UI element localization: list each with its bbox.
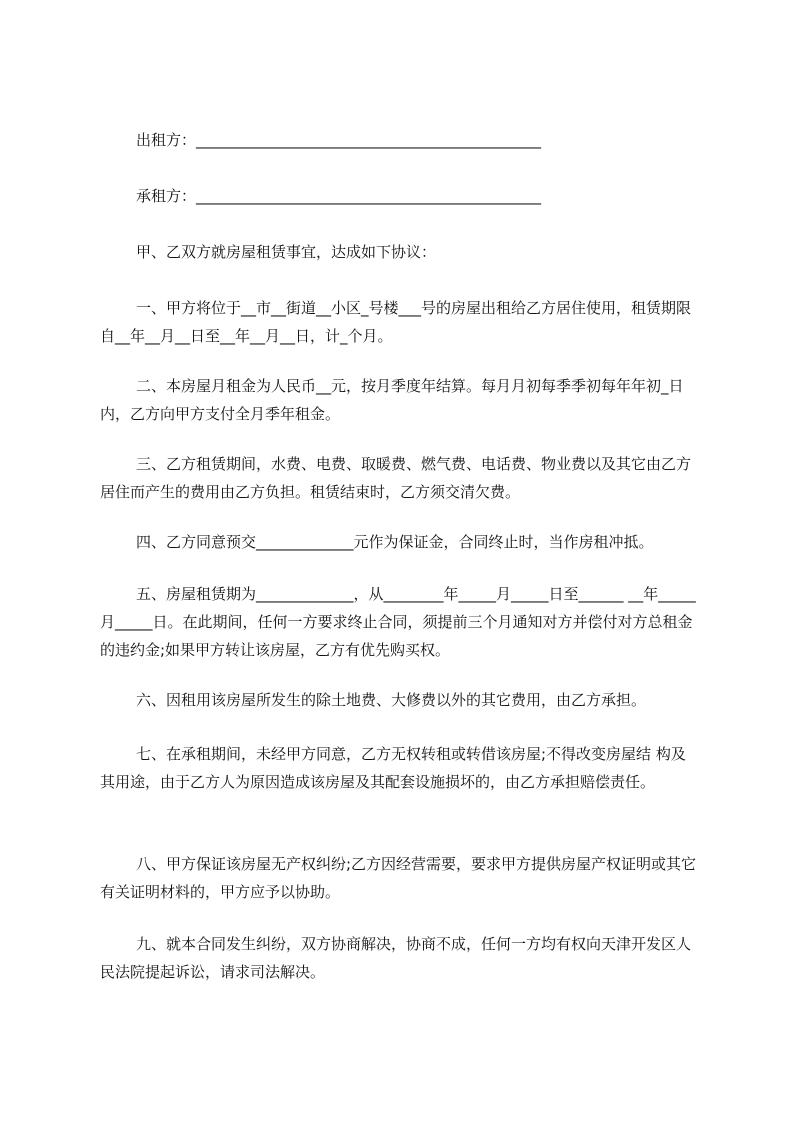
lessor-line: 出租方：______________________________________________ [136, 131, 542, 149]
intro-line: 甲、乙双方就房屋租赁事宜，达成如下协议： [136, 243, 437, 261]
clause-8: 八、甲方保证该房屋无产权纠纷;乙方因经营需要，要求甲方提供房屋产权证明或其它有关证明材料的，甲方应予以协助。 [100, 855, 697, 901]
clause-7: 七、在承租期间，未经甲方同意，乙方无权转租或转借该房屋;不得改变房屋结 构及其用途，由于乙方人为原因造成该房屋及其配套设施损坏的，由乙方承担赔偿责任。 [100, 745, 686, 791]
clause-2: 二、本房屋月租金为人民币__元，按月季度年结算。每月月初每季季初每年年初_日内，乙方向甲方支付全月季年租金。 [100, 377, 684, 423]
clause-9: 九、就本合同发生纠纷，双方协商解决，协商不成，任何一方均有权向天津开发区人民法院提起诉讼，请求司法解决。 [100, 935, 692, 981]
clause-4: 四、乙方同意预交_____________元作为保证金，合同终止时，当作房租冲抵。 [136, 533, 654, 551]
clause-6: 六、因租用该房屋所发生的除土地费、大修费以外的其它费用，由乙方承担。 [136, 691, 647, 709]
clause-5: 五、房屋租赁期为_____________，从________年_____月_____日至______ __年_____月_____日。在此期间，任何一方要求终止合同，须提前三个月通知对方并偿付对方总租金的违约金;如果甲方转让该房屋，乙方有优先购买权。 [100, 585, 696, 659]
clause-1: 一、甲方将位于__市__街道__小区_号楼___号的房屋出租给乙方居住使用，租赁期限自__年__月__日至__年__月__日，计_个月。 [100, 299, 692, 345]
lessee-line: 承租方：______________________________________________ [136, 187, 542, 205]
clause-3: 三、乙方租赁期间，水费、电费、取暖费、燃气费、电话费、物业费以及其它由乙方居住而产生的费用由乙方负担。租赁结束时，乙方须交清欠费。 [100, 455, 692, 501]
